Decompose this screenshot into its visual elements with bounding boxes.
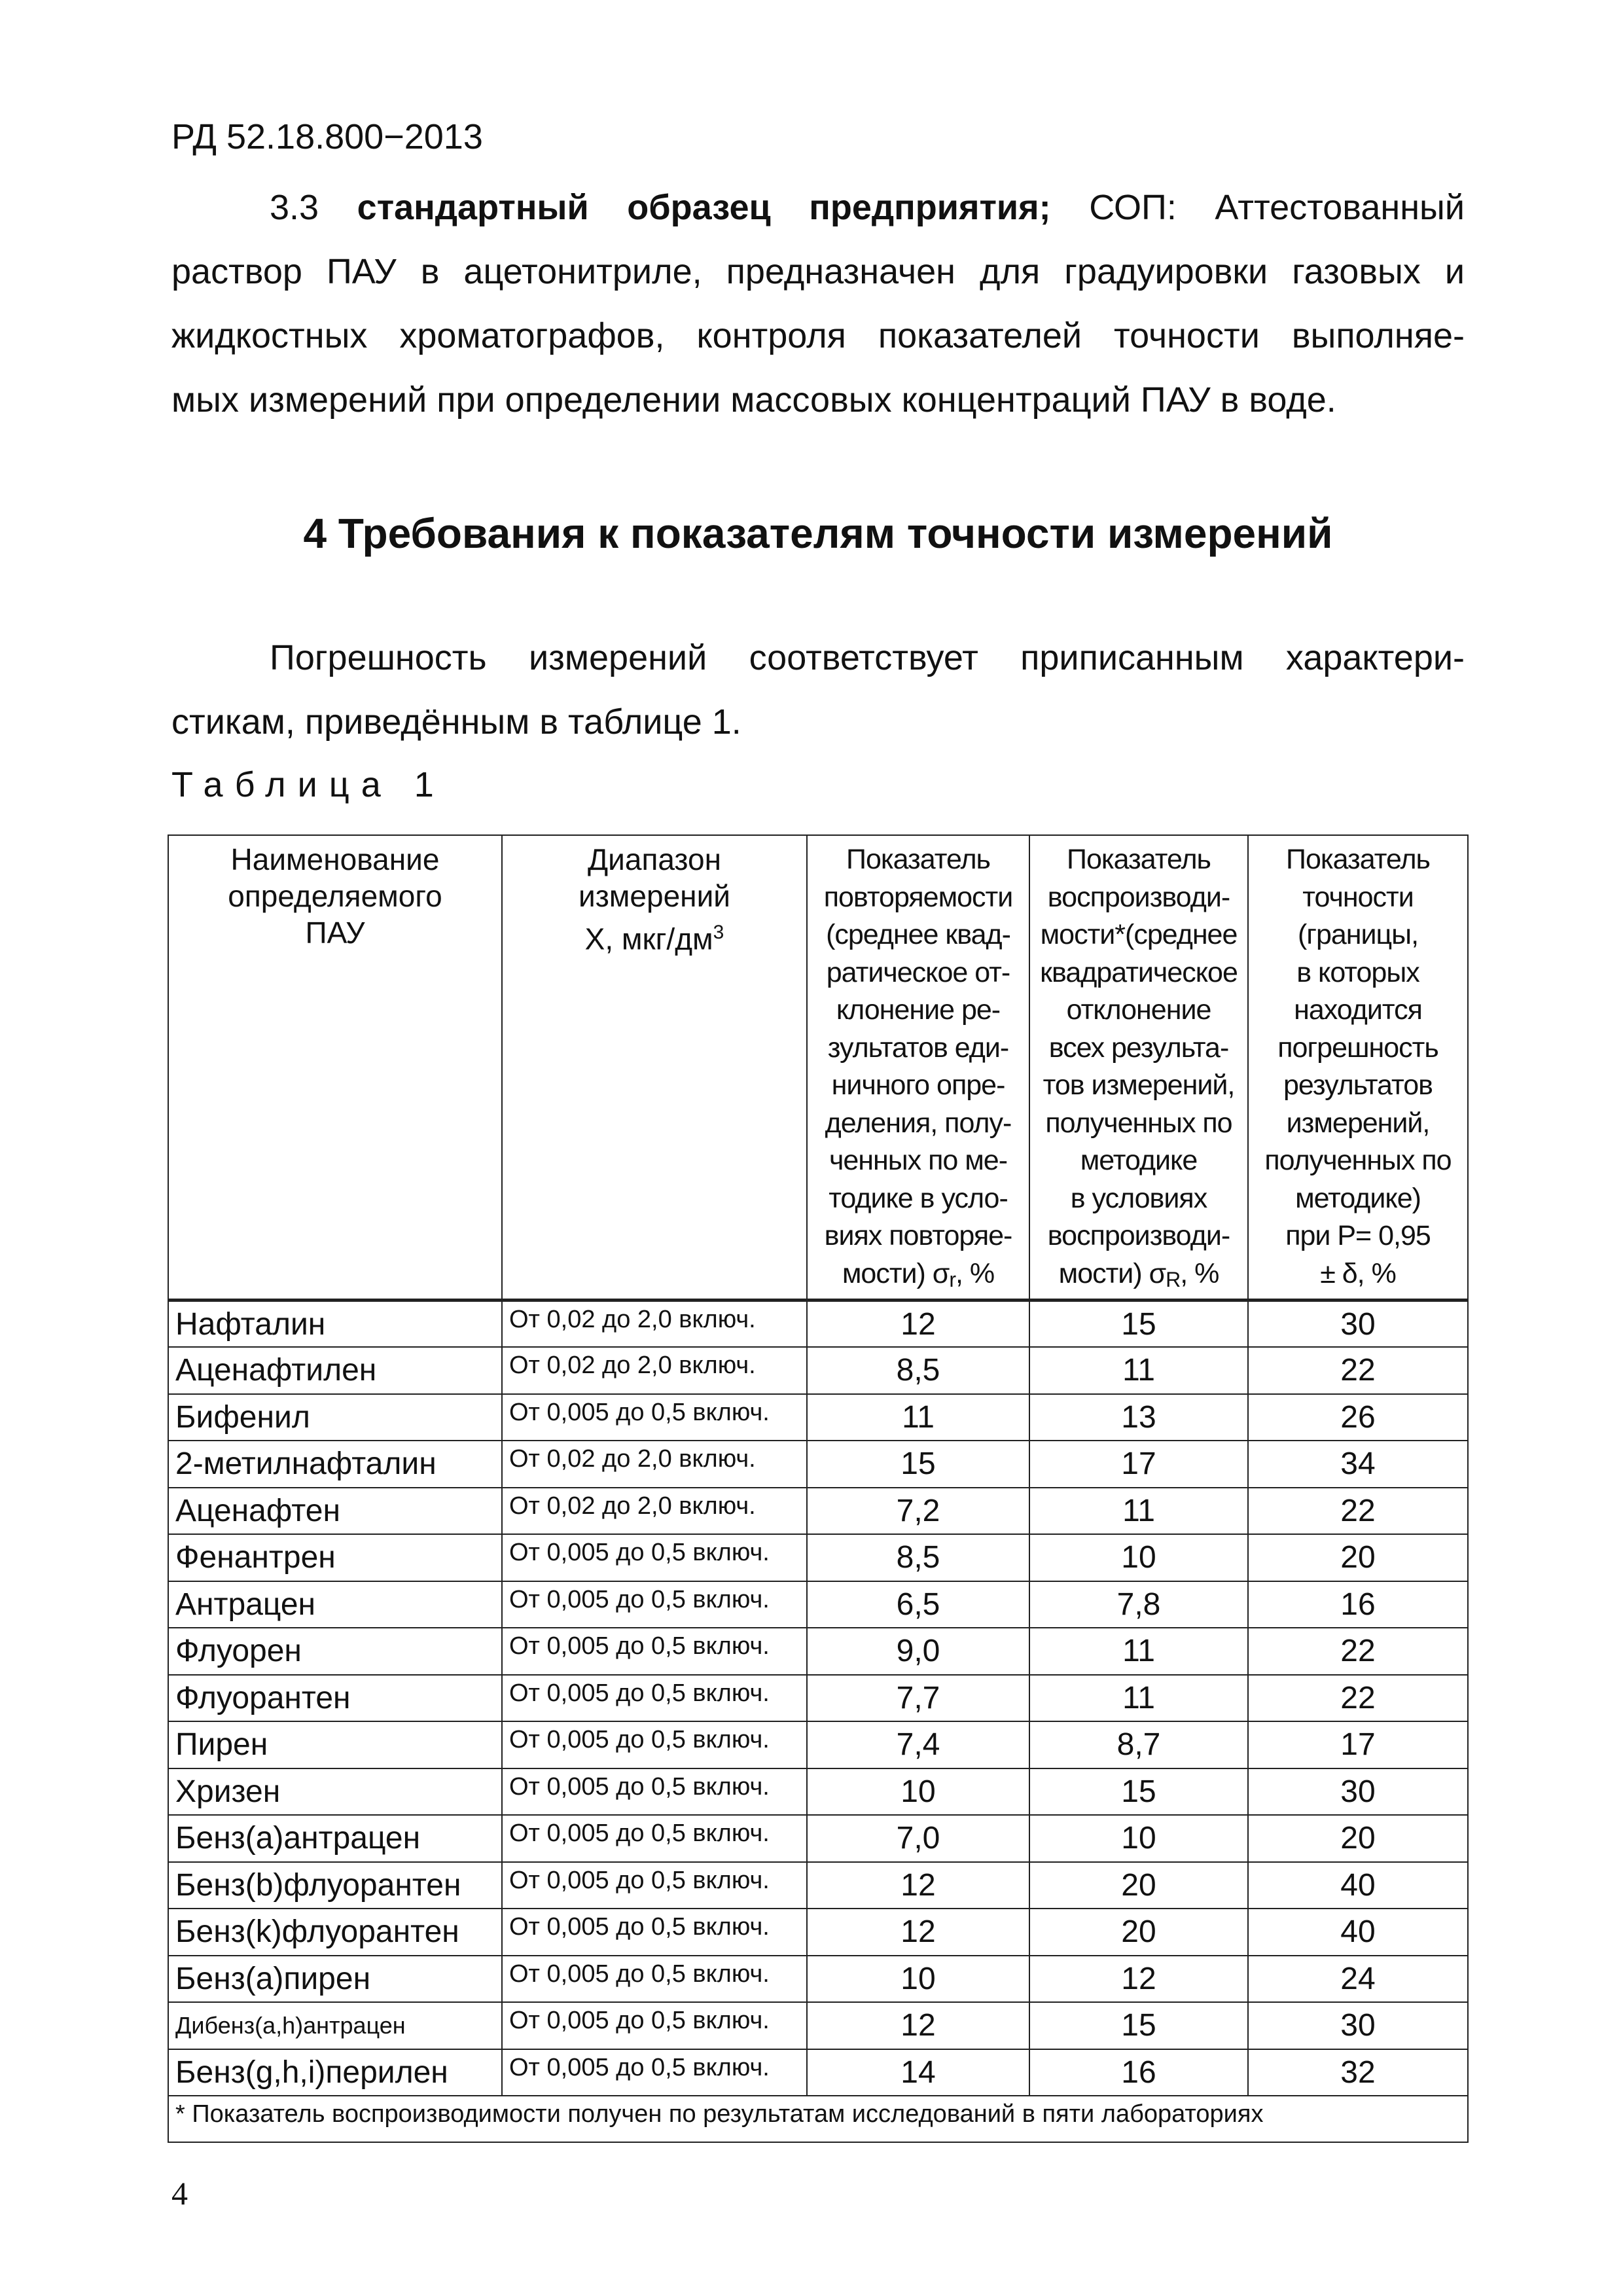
table-footnote: * Показатель воспроизводимости получен по результатам исследований в пяти лабораториях [168, 2096, 1468, 2142]
reprod-line: воспроизводи- [1047, 1220, 1230, 1251]
pau-name-cell: Флуорен [168, 1628, 502, 1675]
repeatability-cell: 7,0 [807, 1815, 1029, 1862]
range-cell: От 0,02 до 2,0 включ. [502, 1347, 807, 1394]
accuracy-cell: 20 [1248, 1815, 1468, 1862]
repeat-line: ратическое от- [826, 956, 1010, 988]
pau-name-cell: Фенантрен [168, 1534, 502, 1581]
table-row [168, 2049, 1468, 2096]
pau-name-cell: Аценафтилен [168, 1347, 502, 1394]
repeatability-cell: 10 [807, 1768, 1029, 1816]
reprod-line: в условиях [1070, 1182, 1207, 1214]
accuracy-cell: 20 [1248, 1534, 1468, 1581]
repeat-line: Показатель [846, 844, 990, 875]
pau-name-cell: Аценафтен [168, 1488, 502, 1535]
accuracy-cell: 24 [1248, 1956, 1468, 2003]
table-row [168, 1815, 1468, 1862]
accuracy-cell: 40 [1248, 1909, 1468, 1956]
reproducibility-cell: 15 [1029, 1300, 1248, 1348]
clause-3-3-line-4: мых измерений при определении массовых концентраций ПАУ в воде. [171, 380, 1336, 420]
accuracy-cell: 22 [1248, 1347, 1468, 1394]
repeatability-cell: 12 [807, 1909, 1029, 1956]
accuracy-line: находится [1294, 994, 1422, 1026]
clause-term: стандартный образец предприятия; [357, 188, 1051, 227]
repeat-subscript: r [949, 1267, 955, 1291]
accuracy-cell: 30 [1248, 1768, 1468, 1816]
pau-name-cell: Бенз(g,h,i)перилен [168, 2049, 502, 2096]
reproducibility-cell: 17 [1029, 1441, 1248, 1488]
accuracy-cell: 26 [1248, 1394, 1468, 1441]
repeatability-cell: 8,5 [807, 1347, 1029, 1394]
reproducibility-cell: 11 [1029, 1675, 1248, 1722]
reprod-line: воспроизводи- [1047, 881, 1230, 913]
reprod-line: тов измерений, [1043, 1069, 1235, 1101]
repeatability-cell: 10 [807, 1956, 1029, 2003]
repeatability-cell: 8,5 [807, 1534, 1029, 1581]
section-4-paragraph [171, 626, 1465, 754]
range-cell: От 0,005 до 0,5 включ. [502, 1862, 807, 1909]
accuracy-line: при P= 0,95 [1285, 1220, 1431, 1251]
reprod-line: мости) σ [1058, 1257, 1166, 1289]
range-cell: От 0,005 до 0,5 включ. [502, 1721, 807, 1768]
pau-name-cell: Бенз(а)антрацен [168, 1815, 502, 1862]
reprod-line: методике [1080, 1145, 1198, 1176]
table-header-row [168, 835, 1468, 1300]
range-cell: От 0,005 до 0,5 включ. [502, 1628, 807, 1675]
reprod-line: всех результа- [1048, 1031, 1229, 1064]
reprod-unit: , % [1180, 1257, 1219, 1289]
range-cell: От 0,005 до 0,5 включ. [502, 1815, 807, 1862]
accuracy-cell: 17 [1248, 1721, 1468, 1768]
range-cell: От 0,005 до 0,5 включ. [502, 1675, 807, 1722]
accuracy-line: (границы, [1297, 919, 1419, 950]
repeatability-cell: 14 [807, 2049, 1029, 2096]
range-cell: От 0,02 до 2,0 включ. [502, 1441, 807, 1488]
accuracy-cell: 30 [1248, 2002, 1468, 2049]
accuracy-line: измерений, [1286, 1107, 1430, 1139]
pau-name-cell: Флуорантен [168, 1675, 502, 1722]
accuracy-cell: 16 [1248, 1581, 1468, 1628]
repeat-line: виях повторяе- [824, 1220, 1012, 1251]
accuracy-line: погрешность [1277, 1031, 1438, 1064]
reproducibility-cell: 15 [1029, 2002, 1248, 2049]
repeat-line: тодике в усло- [829, 1182, 1008, 1214]
accuracy-line: точности [1302, 881, 1414, 913]
reprod-line: отклонение [1066, 994, 1211, 1026]
accuracy-line: Показатель [1286, 844, 1430, 875]
accuracy-cell: 22 [1248, 1675, 1468, 1722]
table-row [168, 1488, 1468, 1535]
accuracy-cell: 40 [1248, 1862, 1468, 1909]
accuracy-table [168, 834, 1469, 2143]
repeat-line: деления, полу- [825, 1107, 1012, 1139]
reproducibility-cell: 12 [1029, 1956, 1248, 2003]
pau-name-cell: Дибенз(a,h)антрацен [168, 2002, 502, 2049]
range-cell: От 0,02 до 2,0 включ. [502, 1300, 807, 1348]
clause-definition-start: СОП: Аттестованный [1089, 188, 1465, 227]
accuracy-line: результатов [1283, 1069, 1433, 1101]
clause-3-3-line-1 [171, 175, 1465, 240]
range-cell: От 0,005 до 0,5 включ. [502, 2002, 807, 2049]
reproducibility-cell: 8,7 [1029, 1721, 1248, 1768]
name-line: ПАУ [305, 916, 365, 950]
reprod-subscript: R [1166, 1267, 1181, 1291]
table-row [168, 1721, 1468, 1768]
range-cell: От 0,02 до 2,0 включ. [502, 1488, 807, 1535]
table-row [168, 1534, 1468, 1581]
reprod-line: Показатель [1067, 844, 1211, 875]
range-cell: От 0,005 до 0,5 включ. [502, 2049, 807, 2096]
repeatability-cell: 7,4 [807, 1721, 1029, 1768]
table-row [168, 1581, 1468, 1628]
accuracy-line: полученных по [1264, 1145, 1452, 1176]
reprod-line: полученных по [1045, 1107, 1232, 1139]
section-4-line-2: стикам, приведённым в таблице 1. [171, 702, 741, 742]
table-row [168, 1862, 1468, 1909]
reproducibility-cell: 10 [1029, 1534, 1248, 1581]
header-repeatability [807, 835, 1029, 1300]
unit-exponent: 3 [713, 922, 724, 943]
pau-name-cell: Нафталин [168, 1300, 502, 1348]
accuracy-line: ± δ, % [1320, 1257, 1396, 1289]
pau-name-cell: Бенз(k)флуорантен [168, 1909, 502, 1956]
document-code: РД 52.18.800−2013 [171, 117, 483, 156]
clause-3-3-line-3: жидкостных хроматографов, контроля показателей точности выполняе- [171, 316, 1465, 355]
range-line: измерений [579, 879, 730, 913]
section-4-title: 4 Требования к показателям точности измерений [303, 510, 1333, 557]
repeat-line: (среднее квад- [826, 919, 1010, 950]
reproducibility-cell: 11 [1029, 1347, 1248, 1394]
section-4-line-1: Погрешность измерений соответствует приписанным характери- [270, 638, 1465, 677]
range-cell: От 0,005 до 0,5 включ. [502, 1909, 807, 1956]
repeat-unit: , % [955, 1257, 995, 1289]
repeat-line: мости) σ [842, 1257, 950, 1289]
reprod-symbol-line [1030, 1255, 1247, 1299]
reprod-line: квадратическое [1040, 956, 1238, 988]
reprod-line: мости*(среднее [1040, 919, 1238, 950]
accuracy-cell: 22 [1248, 1628, 1468, 1675]
pau-name-cell: Хризен [168, 1768, 502, 1816]
table-row [168, 1956, 1468, 2003]
clause-3-3 [171, 175, 1465, 432]
range-cell: От 0,005 до 0,5 включ. [502, 1534, 807, 1581]
repeatability-cell: 6,5 [807, 1581, 1029, 1628]
pau-name-cell: Бенз(а)пирен [168, 1956, 502, 2003]
reproducibility-cell: 10 [1029, 1815, 1248, 1862]
pau-name-cell: Бенз(b)флуорантен [168, 1862, 502, 1909]
repeat-line: клонение ре- [836, 994, 1001, 1026]
reproducibility-cell: 7,8 [1029, 1581, 1248, 1628]
repeatability-cell: 12 [807, 1300, 1029, 1348]
repeatability-cell: 7,7 [807, 1675, 1029, 1722]
range-cell: От 0,005 до 0,5 включ. [502, 1581, 807, 1628]
repeatability-cell: 12 [807, 2002, 1029, 2049]
accuracy-cell: 30 [1248, 1300, 1468, 1348]
table-row [168, 1628, 1468, 1675]
repeat-line: ченных по ме- [829, 1145, 1008, 1176]
accuracy-cell: 34 [1248, 1441, 1468, 1488]
header-reproducibility [1029, 835, 1248, 1300]
table-row [168, 1768, 1468, 1816]
range-cell: От 0,005 до 0,5 включ. [502, 1394, 807, 1441]
clause-number: 3.3 [270, 188, 319, 227]
repeatability-cell: 12 [807, 1862, 1029, 1909]
reproducibility-cell: 16 [1029, 2049, 1248, 2096]
pau-name-cell: Антрацен [168, 1581, 502, 1628]
table-row [168, 2002, 1468, 2049]
header-range [502, 835, 807, 1300]
table-row [168, 1909, 1468, 1956]
range-cell: От 0,005 до 0,5 включ. [502, 1956, 807, 2003]
repeat-symbol-line [808, 1255, 1029, 1299]
accuracy-cell: 22 [1248, 1488, 1468, 1535]
repeatability-cell: 7,2 [807, 1488, 1029, 1535]
pau-name-cell: Бифенил [168, 1394, 502, 1441]
range-cell: От 0,005 до 0,5 включ. [502, 1768, 807, 1816]
table-row [168, 1347, 1468, 1394]
header-accuracy [1248, 835, 1468, 1300]
reproducibility-cell: 20 [1029, 1862, 1248, 1909]
header-pau-name [168, 835, 502, 1300]
table-row [168, 1394, 1468, 1441]
range-unit-line [503, 914, 806, 957]
reproducibility-cell: 20 [1029, 1909, 1248, 1956]
name-line: определяемого [228, 879, 442, 913]
name-line: Наименование [230, 842, 440, 876]
pau-name-cell: Пирен [168, 1721, 502, 1768]
range-line: Диапазон [588, 842, 721, 876]
accuracy-cell: 32 [1248, 2049, 1468, 2096]
range-line: Х, мкг/дм [584, 922, 713, 956]
table-row [168, 1441, 1468, 1488]
accuracy-line: в которых [1296, 956, 1419, 988]
repeat-line: зультатов еди- [827, 1031, 1009, 1064]
reproducibility-cell: 13 [1029, 1394, 1248, 1441]
table-label: Таблица 1 [171, 765, 446, 804]
repeatability-cell: 15 [807, 1441, 1029, 1488]
repeatability-cell: 11 [807, 1394, 1029, 1441]
accuracy-line: методике) [1295, 1182, 1421, 1214]
reproducibility-cell: 11 [1029, 1488, 1248, 1535]
repeat-line: повторяемости [823, 881, 1013, 913]
repeatability-cell: 9,0 [807, 1628, 1029, 1675]
clause-3-3-line-2: раствор ПАУ в ацетонитриле, предназначен для градуировки газовых и [171, 252, 1465, 291]
page-number: 4 [171, 2175, 188, 2212]
repeat-line: ничного опре- [831, 1069, 1005, 1101]
pau-name-cell: 2-метилнафталин [168, 1441, 502, 1488]
table-row [168, 1300, 1468, 1348]
reproducibility-cell: 15 [1029, 1768, 1248, 1816]
reproducibility-cell: 11 [1029, 1628, 1248, 1675]
table-row [168, 1675, 1468, 1722]
